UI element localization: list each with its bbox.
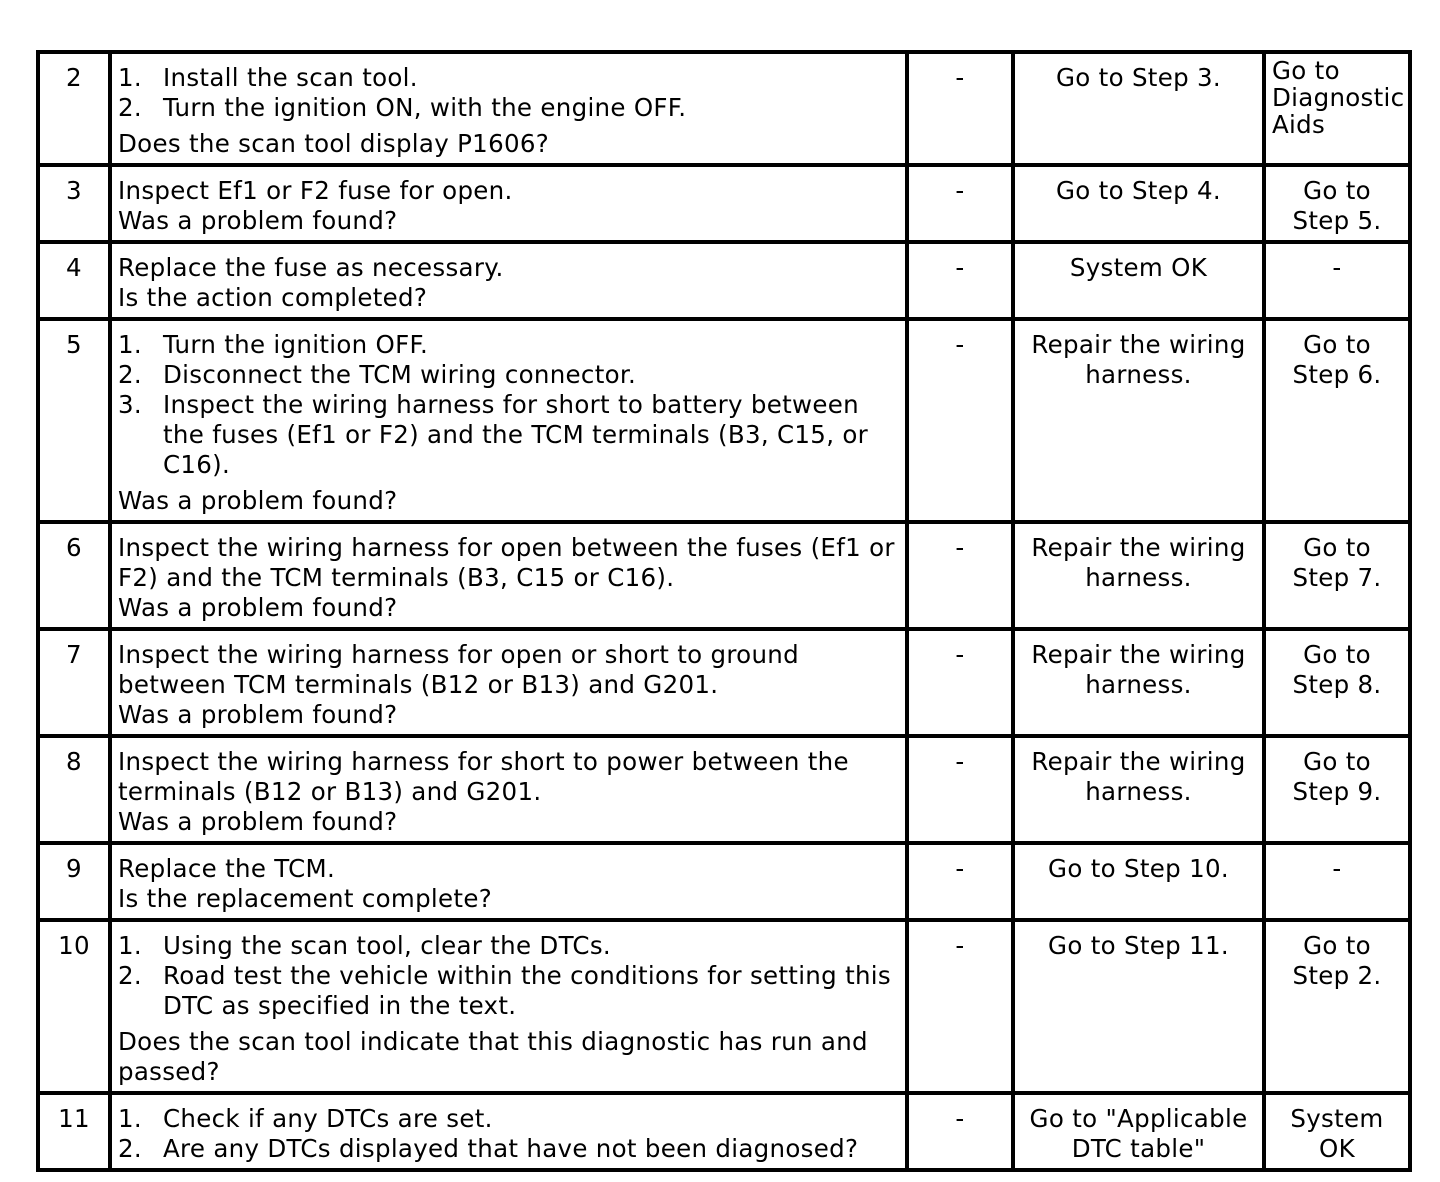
step-number: 8: [38, 736, 110, 843]
value-cell: -: [907, 52, 1013, 165]
action-text: Inspect the wiring harness for open or short to ground between TCM terminals (B12 or B13) and G201.: [118, 640, 799, 699]
action-cell: [110, 52, 907, 165]
no-cell: System OK: [1264, 1093, 1410, 1170]
no-cell: Go to Step 9.: [1264, 736, 1410, 843]
value-cell: -: [907, 920, 1013, 1093]
action-question: Does the scan tool display P1606?: [118, 129, 550, 158]
action-question: Was a problem found?: [118, 593, 398, 622]
action-list: [118, 63, 899, 123]
no-cell: Go to Step 2.: [1264, 920, 1410, 1093]
value-cell: -: [907, 736, 1013, 843]
step-number: 2: [38, 52, 110, 165]
list-item: 2. Are any DTCs displayed that have not been diagnosed?: [118, 1134, 859, 1163]
action-cell: [110, 736, 907, 843]
list-item: 2. Turn the ignition ON, with the engine OFF.: [118, 93, 687, 122]
action-question: Was a problem found?: [118, 486, 398, 515]
action-cell: [110, 242, 907, 319]
action-cell: [110, 165, 907, 242]
table-row: [38, 522, 1410, 629]
action-question: Is the replacement complete?: [118, 884, 492, 913]
action-list: [118, 1104, 899, 1164]
no-cell: Go to Step 7.: [1264, 522, 1410, 629]
step-number: 6: [38, 522, 110, 629]
no-cell: -: [1264, 242, 1410, 319]
list-item: 1. Install the scan tool.: [118, 63, 418, 92]
no-cell: Go to Step 6.: [1264, 319, 1410, 522]
action-question: Does the scan tool indicate that this diagnostic has run and passed?: [118, 1027, 868, 1086]
yes-cell: Repair the wiring harness.: [1013, 522, 1264, 629]
yes-cell: Go to "Applicable DTC table": [1013, 1093, 1264, 1170]
action-cell: [110, 629, 907, 736]
list-item: 1. Check if any DTCs are set.: [118, 1104, 493, 1133]
value-cell: -: [907, 319, 1013, 522]
action-text: Replace the TCM.: [118, 854, 336, 883]
table-row: [38, 319, 1410, 522]
yes-cell: Go to Step 3.: [1013, 52, 1264, 165]
step-number: 4: [38, 242, 110, 319]
table-row: [38, 736, 1410, 843]
step-number: 7: [38, 629, 110, 736]
yes-cell: Go to Step 11.: [1013, 920, 1264, 1093]
action-text: Inspect the wiring harness for open between the fuses (Ef1 or F2) and the TCM terminals (B3, C15 or C16).: [118, 533, 895, 592]
step-number: 11: [38, 1093, 110, 1170]
value-cell: -: [907, 843, 1013, 920]
value-cell: -: [907, 165, 1013, 242]
action-cell: [110, 1093, 907, 1170]
value-cell: -: [907, 242, 1013, 319]
no-cell: Go to Step 8.: [1264, 629, 1410, 736]
yes-cell: Repair the wiring harness.: [1013, 736, 1264, 843]
no-cell: Go to Step 5.: [1264, 165, 1410, 242]
action-cell: [110, 843, 907, 920]
list-item: 3. Inspect the wiring harness for short to battery between the fuses (Ef1 or F2) and the TCM terminals (B3, C15, or C16).: [118, 390, 869, 479]
action-list: [118, 931, 899, 1021]
step-number: 3: [38, 165, 110, 242]
list-item: 1. Turn the ignition OFF.: [118, 330, 429, 359]
action-text: Inspect the wiring harness for short to power between the terminals (B12 or B13) and G201.: [118, 747, 849, 806]
action-cell: [110, 920, 907, 1093]
value-cell: -: [907, 1093, 1013, 1170]
table-row: [38, 629, 1410, 736]
no-cell: -: [1264, 843, 1410, 920]
action-cell: [110, 319, 907, 522]
table-row: [38, 165, 1410, 242]
action-question: Was a problem found?: [118, 206, 398, 235]
list-item: 2. Disconnect the TCM wiring connector.: [118, 360, 637, 389]
action-text: Inspect Ef1 or F2 fuse for open.: [118, 176, 513, 205]
action-question: Is the action completed?: [118, 283, 428, 312]
list-item: 1. Using the scan tool, clear the DTCs.: [118, 931, 611, 960]
yes-cell: Repair the wiring harness.: [1013, 629, 1264, 736]
value-cell: -: [907, 629, 1013, 736]
table-row: [38, 52, 1410, 165]
diagnostic-table: [36, 50, 1412, 1172]
list-item: 2. Road test the vehicle within the conditions for setting this DTC as specified in the text.: [118, 961, 891, 1020]
action-text: Replace the fuse as necessary.: [118, 253, 504, 282]
action-question: Was a problem found?: [118, 807, 398, 836]
table-row: [38, 242, 1410, 319]
table-row: [38, 843, 1410, 920]
action-list: [118, 330, 899, 480]
yes-cell: Repair the wiring harness.: [1013, 319, 1264, 522]
step-number: 5: [38, 319, 110, 522]
table-row: [38, 920, 1410, 1093]
step-number: 9: [38, 843, 110, 920]
value-cell: -: [907, 522, 1013, 629]
action-cell: [110, 522, 907, 629]
table-row: [38, 1093, 1410, 1170]
yes-cell: System OK: [1013, 242, 1264, 319]
action-question: Was a problem found?: [118, 700, 398, 729]
no-cell: Go to Diagnostic Aids: [1264, 52, 1410, 165]
step-number: 10: [38, 920, 110, 1093]
yes-cell: Go to Step 4.: [1013, 165, 1264, 242]
yes-cell: Go to Step 10.: [1013, 843, 1264, 920]
